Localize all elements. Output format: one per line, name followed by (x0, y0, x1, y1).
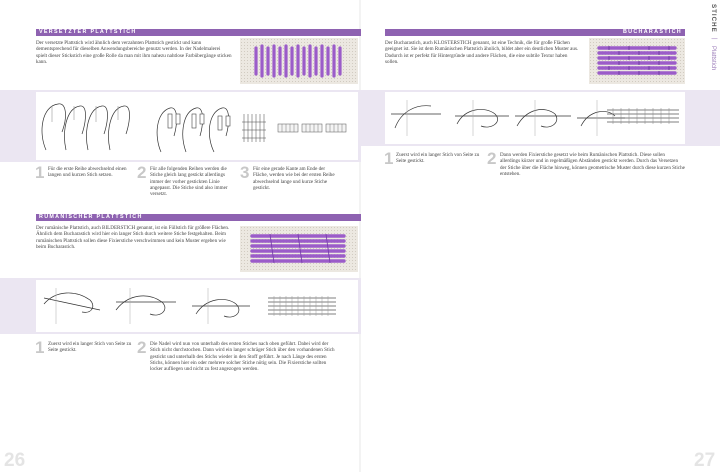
stitch-diagram (36, 92, 358, 160)
stitch-sample-image (240, 38, 358, 84)
chapter-label: STICHE (710, 4, 717, 33)
step-number: 2 (487, 149, 497, 168)
step-text: Zuerst wird ein langer Stich von Seite zu Seite gestickt. (48, 341, 132, 354)
page-number: 26 (4, 450, 26, 471)
stitch-diagram (36, 280, 358, 332)
chapter-sublabel: Plattstich (710, 46, 716, 71)
stitch-diagram-illustration (385, 92, 685, 144)
chapter-side-tab (707, 0, 720, 90)
step-text: Für eine gerade Kante am Ende der Fläche, werden wie bei der ersten Reihe abwechselnd lange und kurze Stiche gestickt. (253, 166, 335, 191)
section-intro: Der versetzte Plattstich wird ähnlich dem verzahnten Plattstich gestickt und kann dementsprechend für dieselben Anwendungsbereiche genutzt werden. In der Nadelmalerei spielt dieser Stickstich eine große Rolle da man mit ihm nahezu nahtlose Farbübergänge sticken kann. (36, 40, 232, 65)
stitch-sample-photo (240, 226, 358, 272)
section-title: BUCHARASTICH (622, 29, 682, 35)
page-gutter (359, 0, 361, 472)
stitch-diagram-illustration (36, 280, 358, 332)
section-intro: Der rumänische Plattstich, auch BILDERSTICH genannt, ist ein Füllstich für größere Flächen. Ähnlich dem Bucharastich wird hier ein langer Stich durch weitere Stiche festgehalten. Beim rumänischen Plattstich sollen diese Fixierstiche verschwimmen und kein Muster ergeben wie beim Bucharastich. (36, 225, 230, 250)
section-title-bar (385, 29, 685, 36)
step-number: 1 (384, 149, 394, 168)
chapter-divider: | (711, 38, 717, 40)
step-text: Dann werden Fixierstiche gesetzt wie beim Rumänischen Plattstich. Diese sollen allerdings kürzer und in regelmäßigen Abständen gestickt werden. Durch das Versetzen der Stiche über die Fläche hinweg, können geometrische Muster durch diese kurzen Stiche entstehen. (500, 152, 685, 177)
step-number: 2 (137, 163, 147, 182)
step-text: Zuerst wird ein langer Stich von Seite zu Seite gestickt. (396, 152, 480, 165)
stitch-sample-image (589, 38, 685, 84)
stitch-diagram (385, 92, 685, 144)
section-intro: Der Bucharastich, auch KLOSTERSTICH genannt, ist eine Technik, die für große Flächen geeignet ist. Sie ist dem Rumänischen Plattstich ähnlich, bildet aber ein deutlichen Muster aus. Dadurch ist er perfekt für Hintergründe und andere Flächen, die eine subtile Textur haben sollen. (385, 40, 579, 65)
section-title-bar (36, 29, 361, 36)
section-title: RUMÄNISCHER PLATTSTICH (39, 214, 143, 220)
stitch-sample-image (240, 226, 358, 272)
step-number: 1 (35, 163, 45, 182)
step-text: Die Nadel wird nun von unterhalb des ersten Stiches nach oben geführt. Dabei wird der Stich nicht durchstochen. Dann wird ein langer schräger Stich über den vorhandenen Stich gestickt und unterhalb des Stichs wieder in den Stoff geführt. Je nach Länge des ersten Stichs, können hier ein oder mehrere solcher Stiche nötig sein. Die Fixierstiche sollten locker aufliegen und nicht zu fest angezogen werden. (150, 341, 335, 373)
stitch-diagram-illustration (36, 92, 358, 160)
step-number: 1 (35, 338, 45, 357)
stitch-sample-photo (589, 38, 685, 84)
section-title-bar (36, 214, 361, 221)
section-title: VERSETZTER PLATTSTICH (39, 29, 137, 35)
step-number: 3 (240, 163, 250, 182)
step-text: Für die erste Reihe abwechselnd einen langen und kurzen Stich setzen. (48, 166, 127, 179)
stitch-sample-photo (240, 38, 358, 84)
step-number: 2 (137, 338, 147, 357)
page-number: 27 (694, 450, 716, 471)
step-text: Für alle folgenden Reihen werden die Stiche gleich lang gestickt allerdings immer der vorher gestickten Linie angepasst. Die Stiche sind also immer versetzt. (150, 166, 228, 198)
